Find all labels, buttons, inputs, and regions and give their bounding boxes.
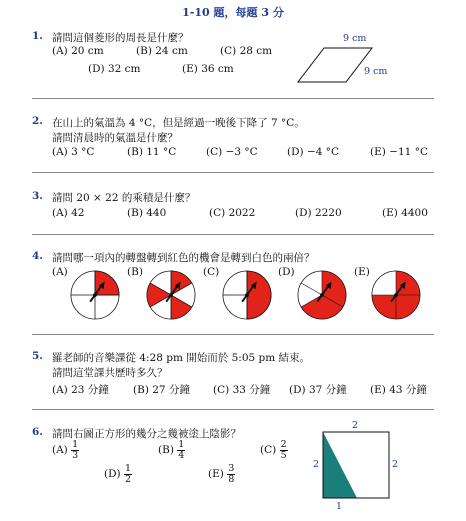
question-5-number: 5. (32, 350, 43, 362)
q1-option-d[interactable]: (D) 32 cm (88, 63, 141, 75)
q6-option-d-fraction (124, 464, 132, 484)
q5-option-b[interactable]: (B) 27 分鐘 (133, 384, 190, 396)
square-bottom-label: 1 (336, 501, 343, 512)
q4-spinner-a[interactable] (70, 270, 120, 320)
fraction-denominator: 5 (280, 449, 287, 461)
question-2-line2: 請問清晨時的氣溫是什麼？ (52, 132, 178, 144)
q4-spinner-b[interactable] (146, 270, 196, 320)
q4-option-e-label[interactable]: (E) (354, 266, 370, 278)
q3-option-c[interactable]: (C) 2022 (209, 207, 256, 219)
q2-option-b[interactable]: (B) 11 °C (127, 146, 177, 158)
q3-option-a[interactable]: (A) 42 (52, 207, 85, 219)
question-1-text: 請問這個菱形的周長是什麼？ (52, 32, 189, 44)
q4-option-a-label[interactable]: (A) (52, 266, 68, 278)
question-5-line2: 請問這堂課共歷時多久？ (52, 367, 168, 379)
q1-option-c[interactable]: (C) 28 cm (220, 45, 273, 57)
q3-option-d[interactable]: (D) 2220 (295, 207, 342, 219)
q6-option-b-label: (B) (158, 444, 174, 456)
rhombus-side-label: 9 cm (364, 66, 388, 77)
q6-option-e-label: (E) (208, 468, 224, 480)
q5-option-e[interactable]: (E) 43 分鐘 (370, 384, 427, 396)
q6-option-e[interactable] (208, 464, 235, 484)
fraction-numerator: 1 (178, 439, 185, 450)
fraction-denominator: 8 (228, 473, 235, 485)
q2-option-a[interactable]: (A) 3 °C (52, 146, 95, 158)
fraction-denominator: 2 (124, 473, 132, 485)
question-4-text: 請問哪一項內的轉盤轉到紅色的機會是轉到白色的兩倍？ (52, 252, 315, 264)
square-top-label: 2 (352, 420, 359, 431)
q4-spinner-c[interactable] (222, 270, 272, 320)
fraction-numerator: 1 (124, 463, 132, 474)
fraction-numerator: 3 (228, 463, 235, 474)
fraction-denominator: 3 (72, 449, 79, 461)
question-6-number: 6. (32, 426, 43, 438)
q6-option-c-label: (C) (260, 444, 277, 456)
q5-option-d[interactable]: (D) 37 分鐘 (289, 384, 347, 396)
question-5-line1: 羅老師的音樂課從 4:28 pm 開始而於 5:05 pm 結束。 (52, 352, 311, 364)
question-2-line1: 在山上的氣溫為 4 °C，但是經過一晚後下降了 7 °C。 (52, 117, 305, 129)
q6-option-b-fraction (177, 440, 185, 460)
question-2-number: 2. (32, 115, 43, 127)
q1-option-e[interactable]: (E) 36 cm (182, 63, 234, 75)
q2-option-c[interactable]: (C) −3 °C (206, 146, 258, 158)
q6-option-c[interactable] (260, 440, 288, 460)
square-left-label: 2 (313, 459, 320, 470)
q4-spinner-e[interactable] (371, 270, 421, 320)
q1-option-a[interactable]: (A) 20 cm (52, 45, 104, 57)
question-1-number: 1. (32, 30, 43, 42)
q6-option-b[interactable] (158, 440, 185, 460)
q6-option-d[interactable] (104, 464, 132, 484)
q4-option-b-label[interactable]: (B) (127, 266, 143, 278)
q2-option-e[interactable]: (E) −11 °C (370, 146, 428, 158)
q4-option-d-label[interactable]: (D) (278, 266, 295, 278)
q6-option-c-fraction (280, 440, 288, 460)
question-6-text: 請問右圖正方形的幾分之幾被塗上陰影？ (52, 428, 241, 440)
q3-option-e[interactable]: (E) 4400 (382, 207, 428, 219)
page-header: 1-10 題，每題 3 分 (182, 6, 284, 19)
q6-option-a[interactable] (52, 440, 79, 460)
q6-option-e-fraction (227, 464, 235, 484)
q1-option-b[interactable]: (B) 24 cm (136, 45, 188, 57)
separator-1 (32, 98, 434, 99)
q3-option-b[interactable]: (B) 440 (127, 207, 167, 219)
question-4-number: 4. (32, 250, 43, 262)
square-right-label: 2 (392, 459, 399, 470)
separator-2 (32, 172, 434, 173)
fraction-numerator: 1 (72, 439, 79, 450)
shaded-triangle (323, 432, 357, 498)
q4-option-c-label[interactable]: (C) (203, 266, 220, 278)
q6-option-d-label: (D) (104, 468, 121, 480)
separator-5 (32, 409, 434, 410)
q6-option-a-label: (A) (52, 444, 68, 456)
rhombus-top-label: 9 cm (343, 33, 367, 44)
fraction-numerator: 2 (280, 439, 287, 450)
question-3-number: 3. (32, 190, 43, 202)
separator-4 (32, 334, 434, 335)
square-figure (323, 432, 391, 500)
fraction-denominator: 4 (178, 449, 185, 461)
question-3-text: 請問 20 × 22 的乘積是什麼？ (52, 192, 196, 204)
separator-3 (32, 234, 434, 235)
q4-spinner-d[interactable] (297, 270, 347, 320)
q5-option-c[interactable]: (C) 33 分鐘 (213, 384, 271, 396)
q2-option-d[interactable]: (D) −4 °C (287, 146, 340, 158)
q5-option-a[interactable]: (A) 23 分鐘 (52, 384, 109, 396)
q6-option-a-fraction (71, 440, 79, 460)
